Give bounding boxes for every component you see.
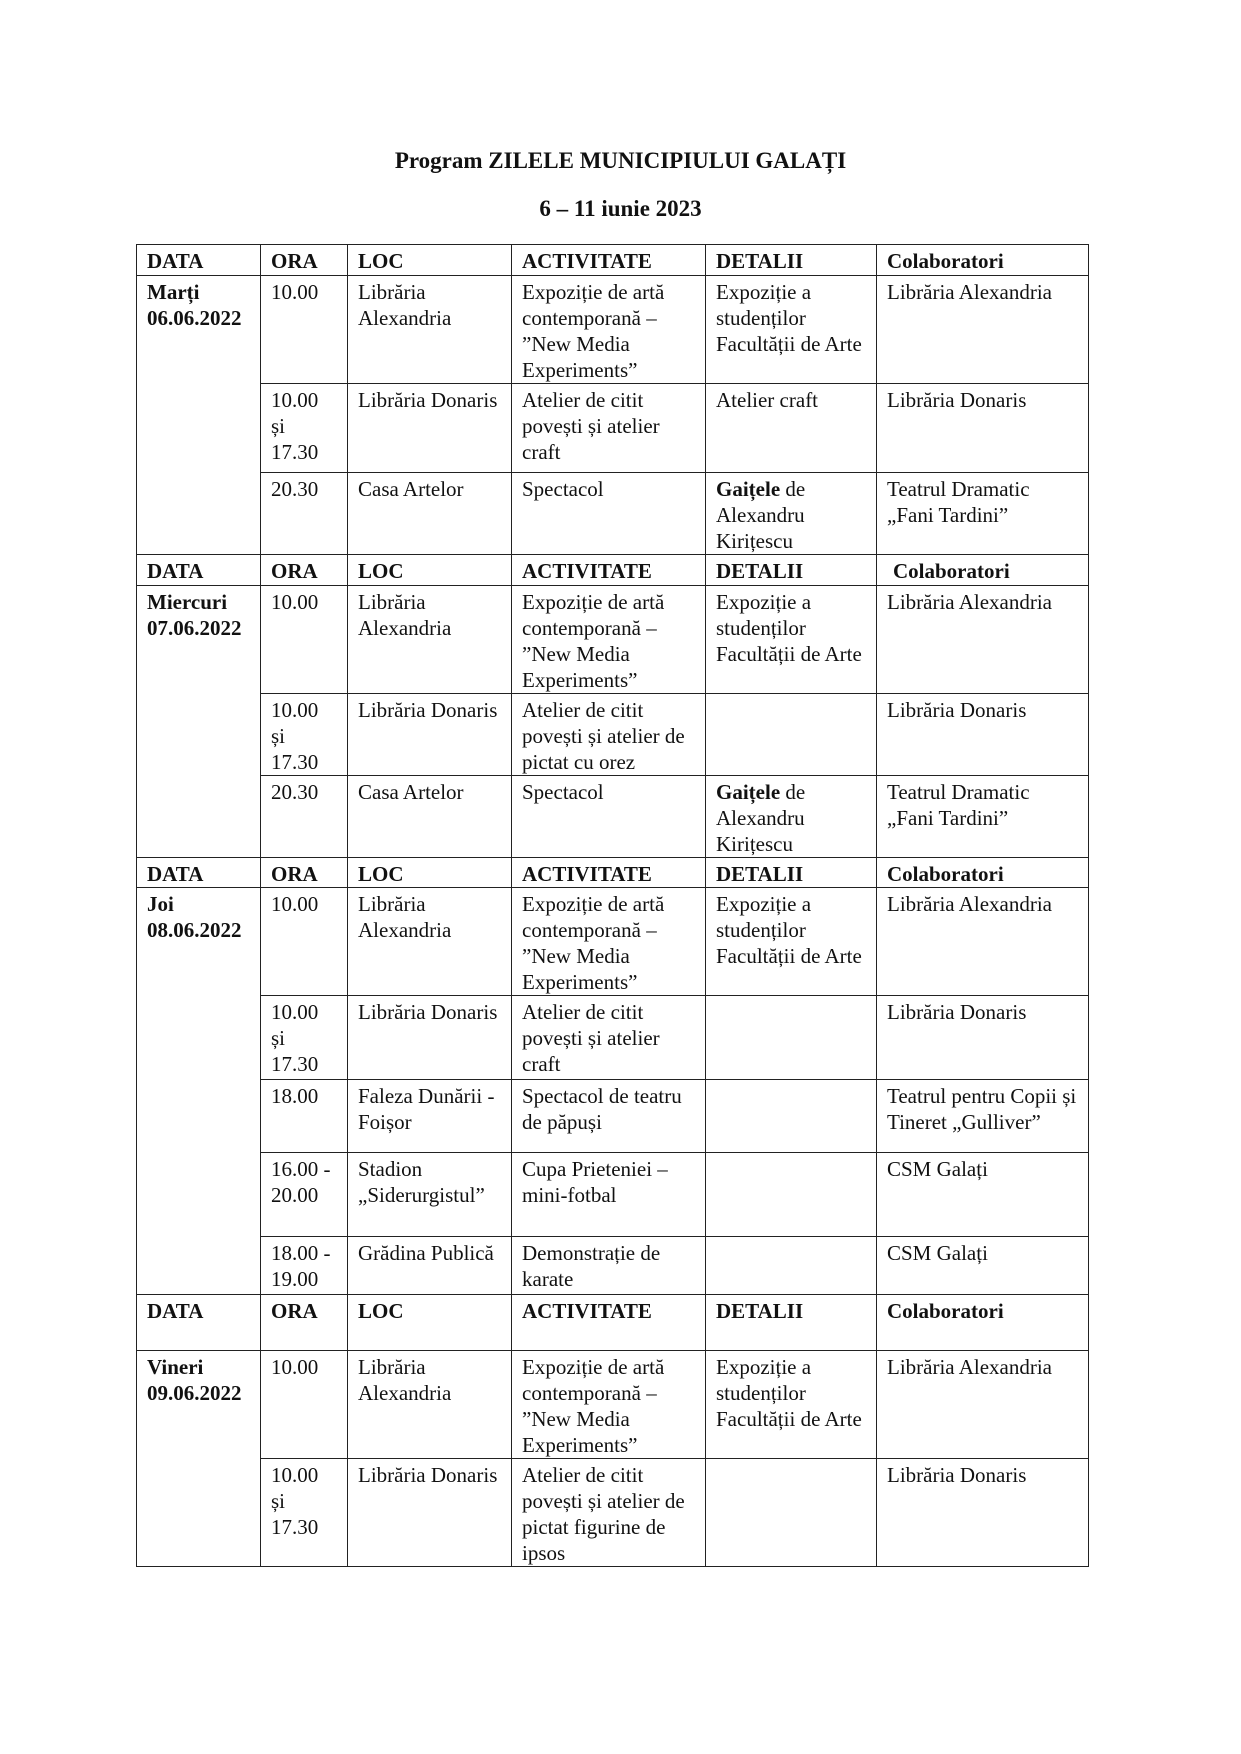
- column-header: ORA: [261, 1295, 348, 1351]
- location-cell: [348, 1237, 512, 1295]
- time-cell: [261, 1237, 348, 1295]
- column-header: DATA: [137, 245, 261, 276]
- location-text: Librăria Alexandria: [358, 590, 452, 640]
- activity-cell: [512, 1351, 706, 1459]
- time-cell: [261, 1080, 348, 1153]
- collaborators-cell: [877, 694, 1089, 776]
- location-cell: [348, 888, 512, 996]
- time-text: 10.00 și 17.30: [271, 1000, 319, 1076]
- activity-cell: [512, 996, 706, 1080]
- date-cell: [137, 276, 261, 555]
- details-cell: [706, 776, 877, 858]
- day-date: 06.06.2022: [147, 306, 242, 330]
- column-header: DATA: [137, 555, 261, 586]
- details-text: Atelier craft: [716, 388, 819, 412]
- program-table: [136, 244, 1089, 1567]
- column-header: LOC: [348, 555, 512, 586]
- time-text: 10.00: [271, 280, 319, 304]
- activity-text: Expoziție de artă contemporană – ”New Media Experiments”: [522, 280, 665, 382]
- location-cell: [348, 1080, 512, 1153]
- time-cell: [261, 776, 348, 858]
- location-text: Librăria Alexandria: [358, 1355, 452, 1405]
- activity-text: Atelier de citit povești și atelier de pictat cu orez: [522, 698, 685, 774]
- activity-text: Spectacol: [522, 477, 604, 501]
- location-text: Librăria Donaris: [358, 1463, 498, 1487]
- table-header-row: [137, 555, 1089, 586]
- table-row: [137, 888, 1089, 996]
- details-text: Expoziție a studenților Facultății de Arte: [716, 590, 862, 666]
- column-header: DATA: [137, 858, 261, 888]
- table-row: [137, 776, 1089, 858]
- details-text: de Alexandru Kirițescu: [716, 780, 806, 856]
- column-header: Colaboratori: [877, 245, 1089, 276]
- activity-text: Demonstrație de karate: [522, 1241, 661, 1291]
- activity-cell: [512, 473, 706, 555]
- activity-cell: [512, 1459, 706, 1567]
- activity-text: Spectacol de teatru de păpuși: [522, 1084, 682, 1134]
- page-title: Program ZILELE MUNICIPIULUI GALAȚI: [394, 148, 847, 173]
- activity-text: Cupa Prieteniei – mini-fotbal: [522, 1157, 668, 1207]
- column-header: DETALII: [706, 555, 877, 586]
- column-header: ACTIVITATE: [512, 858, 706, 888]
- location-text: Librăria Donaris: [358, 698, 498, 722]
- activity-text: Atelier de citit povești și atelier de pictat figurine de ipsos: [522, 1463, 685, 1565]
- collaborators-text: CSM Galați: [887, 1157, 988, 1181]
- time-text: 10.00: [271, 590, 319, 614]
- time-cell: [261, 1351, 348, 1459]
- details-cell: [706, 586, 877, 694]
- time-text: 10.00 și 17.30: [271, 698, 319, 774]
- column-header: ORA: [261, 555, 348, 586]
- column-header: LOC: [348, 1295, 512, 1351]
- column-header: ORA: [261, 245, 348, 276]
- collaborators-text: Librăria Alexandria: [887, 590, 1053, 614]
- time-cell: [261, 586, 348, 694]
- column-header: ORA: [261, 858, 348, 888]
- location-text: Casa Artelor: [358, 780, 464, 804]
- details-text: Expoziție a studenților Facultății de Arte: [716, 280, 862, 356]
- time-text: 10.00: [271, 892, 319, 916]
- time-cell: [261, 1459, 348, 1567]
- collaborators-text: Librăria Alexandria: [887, 280, 1053, 304]
- day-name: Joi: [147, 892, 174, 916]
- collaborators-cell: [877, 1459, 1089, 1567]
- table-row: [137, 473, 1089, 555]
- activity-cell: [512, 1153, 706, 1237]
- time-text: 16.00 - 20.00: [271, 1157, 331, 1207]
- collaborators-cell: [877, 776, 1089, 858]
- table-header-row: [137, 858, 1089, 888]
- table-row: [137, 1153, 1089, 1237]
- collaborators-text: Teatrul Dramatic „Fani Tardini”: [887, 477, 1030, 527]
- column-header: LOC: [348, 245, 512, 276]
- column-header: DETALII: [706, 245, 877, 276]
- table-row: [137, 586, 1089, 694]
- activity-cell: [512, 1237, 706, 1295]
- location-text: Librăria Donaris: [358, 1000, 498, 1024]
- location-cell: [348, 384, 512, 473]
- table-header-row: [137, 1295, 1089, 1351]
- date-cell: [137, 888, 261, 1295]
- column-header: ACTIVITATE: [512, 1295, 706, 1351]
- details-title: Gaițele: [716, 477, 781, 501]
- details-cell: [706, 1237, 877, 1295]
- table-row: [137, 276, 1089, 384]
- collaborators-cell: [877, 1080, 1089, 1153]
- collaborators-text: Librăria Donaris: [887, 698, 1027, 722]
- day-date: 09.06.2022: [147, 1381, 242, 1405]
- time-cell: [261, 1153, 348, 1237]
- day-name: Miercuri: [147, 590, 228, 614]
- collaborators-cell: [877, 1153, 1089, 1237]
- collaborators-text: Teatrul Dramatic „Fani Tardini”: [887, 780, 1030, 830]
- details-text: Expoziție a studenților Facultății de Arte: [716, 1355, 862, 1431]
- activity-text: Expoziție de artă contemporană – ”New Media Experiments”: [522, 892, 665, 994]
- collaborators-text: Teatrul pentru Copii și Tineret „Gulliver”: [887, 1084, 1077, 1134]
- day-name: Vineri: [147, 1355, 204, 1379]
- details-title: Gaițele: [716, 780, 781, 804]
- activity-cell: [512, 384, 706, 473]
- location-text: Librăria Alexandria: [358, 892, 452, 942]
- location-cell: [348, 473, 512, 555]
- location-cell: [348, 694, 512, 776]
- details-cell: [706, 1153, 877, 1237]
- day-name: Marți: [147, 280, 200, 304]
- page-subtitle: 6 – 11 iunie 2023: [539, 196, 702, 221]
- details-cell: [706, 996, 877, 1080]
- activity-text: Expoziție de artă contemporană – ”New Media Experiments”: [522, 590, 665, 692]
- collaborators-cell: [877, 276, 1089, 384]
- location-text: Grădina Publică: [358, 1241, 494, 1265]
- table-row: [137, 694, 1089, 776]
- collaborators-text: Librăria Alexandria: [887, 1355, 1053, 1379]
- day-date: 07.06.2022: [147, 616, 242, 640]
- time-cell: [261, 473, 348, 555]
- activity-cell: [512, 694, 706, 776]
- details-cell: [706, 694, 877, 776]
- time-cell: [261, 888, 348, 996]
- date-cell: [137, 586, 261, 858]
- collaborators-cell: [877, 1351, 1089, 1459]
- table-row: [137, 384, 1089, 473]
- details-cell: [706, 1459, 877, 1567]
- location-cell: [348, 276, 512, 384]
- collaborators-cell: [877, 586, 1089, 694]
- collaborators-cell: [877, 1237, 1089, 1295]
- details-cell: [706, 888, 877, 996]
- location-text: Librăria Donaris: [358, 388, 498, 412]
- time-cell: [261, 996, 348, 1080]
- time-text: 10.00 și 17.30: [271, 1463, 319, 1539]
- activity-cell: [512, 276, 706, 384]
- activity-text: Atelier de citit povești și atelier craft: [522, 1000, 660, 1076]
- column-header: Colaboratori: [877, 555, 1089, 586]
- activity-cell: [512, 1080, 706, 1153]
- column-header: ACTIVITATE: [512, 555, 706, 586]
- time-cell: [261, 276, 348, 384]
- collaborators-text: Librăria Donaris: [887, 1463, 1027, 1487]
- time-text: 18.00 - 19.00: [271, 1241, 331, 1291]
- collaborators-text: Librăria Donaris: [887, 388, 1027, 412]
- activity-cell: [512, 586, 706, 694]
- table-row: [137, 1237, 1089, 1295]
- details-cell: [706, 1080, 877, 1153]
- table-row: [137, 996, 1089, 1080]
- column-header: DATA: [137, 1295, 261, 1351]
- location-cell: [348, 1351, 512, 1459]
- collaborators-text: CSM Galați: [887, 1241, 988, 1265]
- location-cell: [348, 1153, 512, 1237]
- location-text: Librăria Alexandria: [358, 280, 452, 330]
- collaborators-cell: [877, 996, 1089, 1080]
- location-text: Faleza Dunării - Foișor: [358, 1084, 495, 1134]
- location-cell: [348, 1459, 512, 1567]
- activity-cell: [512, 776, 706, 858]
- details-cell: [706, 1351, 877, 1459]
- activity-cell: [512, 888, 706, 996]
- details-cell: [706, 384, 877, 473]
- time-text: 20.30: [271, 477, 319, 501]
- details-cell: [706, 276, 877, 384]
- time-text: 10.00 și 17.30: [271, 388, 319, 464]
- date-cell: [137, 1351, 261, 1567]
- time-text: 20.30: [271, 780, 319, 804]
- activity-text: Spectacol: [522, 780, 604, 804]
- collaborators-text: Librăria Donaris: [887, 1000, 1027, 1024]
- column-header: Colaboratori: [877, 858, 1089, 888]
- table-row: [137, 1459, 1089, 1567]
- location-cell: [348, 996, 512, 1080]
- time-cell: [261, 384, 348, 473]
- location-text: Stadion „Siderurgistul”: [358, 1157, 485, 1207]
- activity-text: Expoziție de artă contemporană – ”New Media Experiments”: [522, 1355, 665, 1457]
- table-row: [137, 1080, 1089, 1153]
- column-header: DETALII: [706, 858, 877, 888]
- time-text: 18.00: [271, 1084, 319, 1108]
- location-cell: [348, 586, 512, 694]
- day-date: 08.06.2022: [147, 918, 242, 942]
- time-cell: [261, 694, 348, 776]
- program-table-body: [137, 245, 1089, 1567]
- details-text: Expoziție a studenților Facultății de Arte: [716, 892, 862, 968]
- location-text: Casa Artelor: [358, 477, 464, 501]
- activity-text: Atelier de citit povești și atelier craft: [522, 388, 660, 464]
- time-text: 10.00: [271, 1355, 319, 1379]
- collaborators-text: Librăria Alexandria: [887, 892, 1053, 916]
- table-row: [137, 1351, 1089, 1459]
- column-header: DETALII: [706, 1295, 877, 1351]
- column-header: Colaboratori: [877, 1295, 1089, 1351]
- collaborators-cell: [877, 384, 1089, 473]
- details-text: de Alexandru Kirițescu: [716, 477, 806, 553]
- column-header: LOC: [348, 858, 512, 888]
- details-cell: [706, 473, 877, 555]
- collaborators-cell: [877, 473, 1089, 555]
- collaborators-cell: [877, 888, 1089, 996]
- column-header: ACTIVITATE: [512, 245, 706, 276]
- table-header-row: [137, 245, 1089, 276]
- location-cell: [348, 776, 512, 858]
